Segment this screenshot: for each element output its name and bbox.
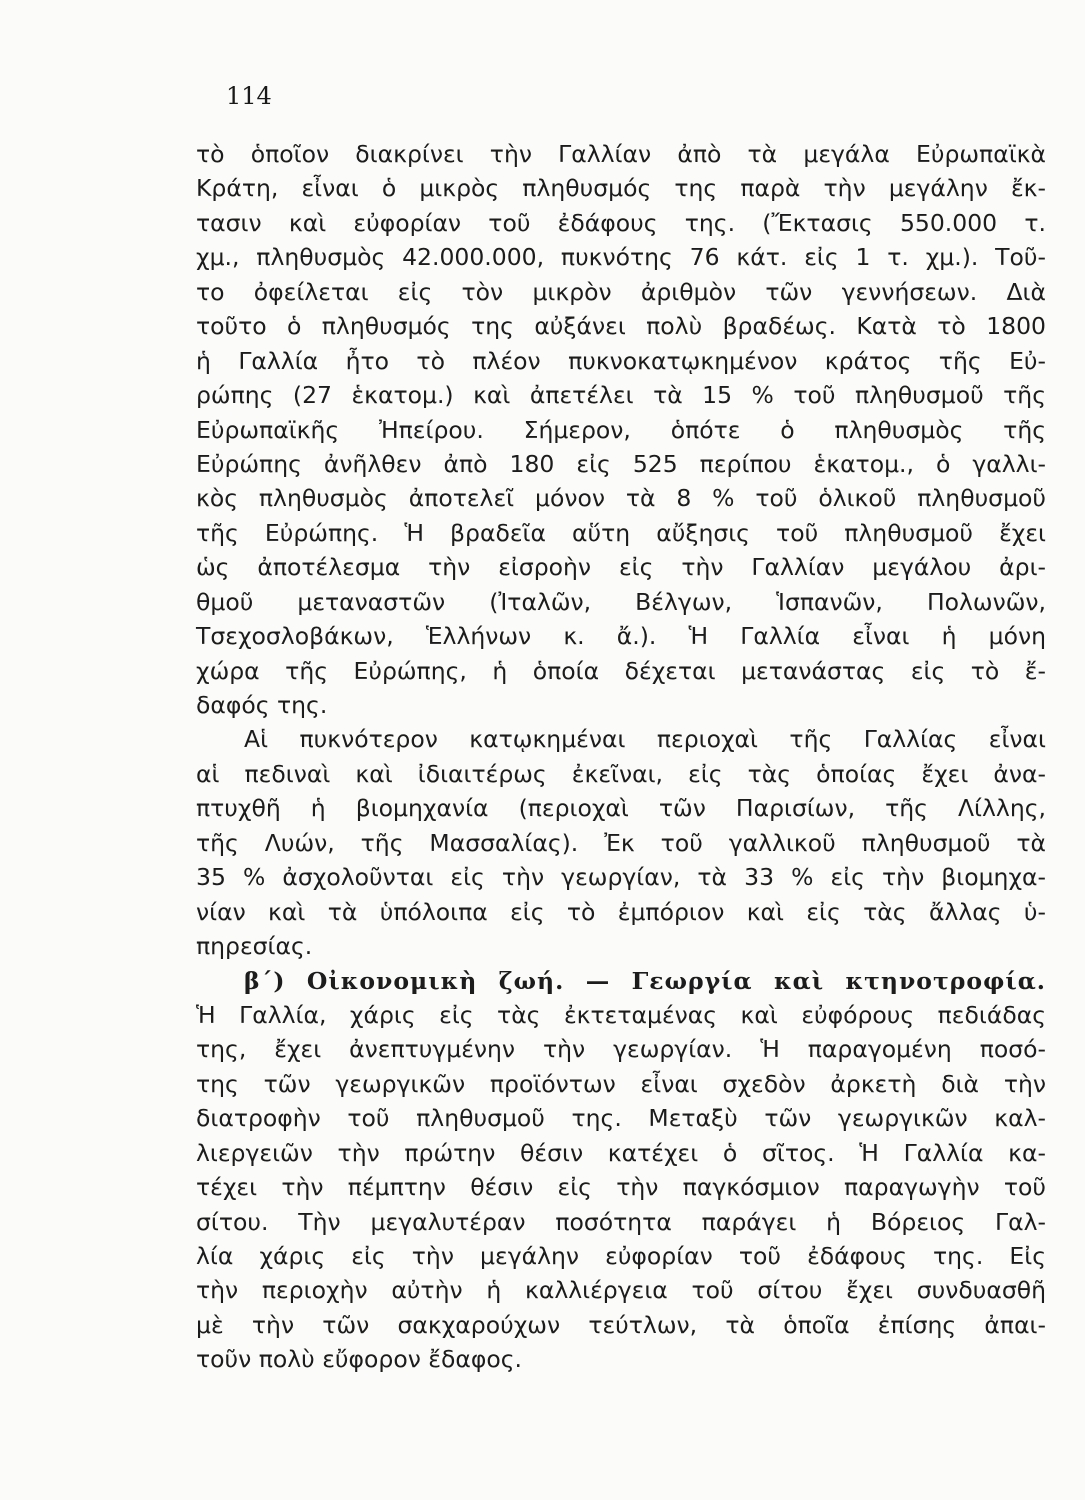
text-line: 35 % ἀσχολοῦνται εἰς τὴν γεωργίαν, τὰ 33 % εἰς τὴν βιομηχα- (196, 863, 1046, 892)
text-line: της, ἔχει ἀνεπτυγμένην τὴν γεωργίαν. Ἡ παραγομένη ποσό- (196, 1035, 1046, 1064)
text-line: πηρεσίας. (196, 932, 313, 961)
text-line: δαφός της. (196, 691, 328, 719)
text-line: αἱ πεδιναὶ καὶ ἰδιαιτέρως ἐκεῖναι, εἰς τὰς ὁποίας ἔχει ἀνα- (196, 759, 1046, 788)
text-line: ὡς ἀποτέλεσμα τὴν εἰσροὴν εἰς τὴν Γαλλίαν μεγάλου ἀρι- (196, 553, 1046, 582)
text-line: λιεργειῶν τὴν πρώτην θέσιν κατέχει ὁ σῖτος. Ἡ Γαλλία κα- (196, 1138, 1046, 1167)
text-line: Αἱ πυκνότερον κατῳκημέναι περιοχαὶ τῆς Γαλλίας εἶναι (244, 725, 1046, 754)
text-line: τὸ ὁποῖον διακρίνει τὴν Γαλλίαν ἀπὸ τὰ μεγάλα Εὐρωπαϊκὰ (196, 140, 1046, 168)
text-line: το ὀφείλεται εἰς τὸν μικρὸν ἀριθμὸν τῶν γεννήσεων. Διὰ (196, 277, 1046, 306)
text-line: σίτου. Τὴν μεγαλυτέραν ποσότητα παράγει ἡ Βόρειος Γαλ- (196, 1207, 1046, 1236)
text-line: τοῦν πολὺ εὔφορον ἔδαφος. (196, 1345, 523, 1374)
text-line: ἡ Γαλλία ἦτο τὸ πλέον πυκνοκατῳκημένον κράτος τῆς Εὐ- (196, 346, 1046, 375)
text-line: ρώπης (27 ἑκατομ.) καὶ ἀπετέλει τὰ 15 % τοῦ πληθυσμοῦ τῆς (196, 381, 1046, 410)
text-line: Τσεχοσλοβάκων, Ἑλλήνων κ. ἄ.). Ἡ Γαλλία εἶναι ἡ μόνη (196, 622, 1046, 651)
text-line: λία χάρις εἰς τὴν μεγάλην εὐφορίαν τοῦ ἐδάφους της. Εἰς (196, 1242, 1046, 1270)
text-line: διατροφὴν τοῦ πληθυσμοῦ της. Μεταξὺ τῶν γεωργικῶν καλ- (196, 1104, 1046, 1133)
text-line: μὲ τὴν τῶν σακχαρούχων τεύτλων, τὰ ὁποῖα ἐπίσης ἀπαι- (196, 1310, 1046, 1339)
text-line: κὸς πληθυσμὸς ἀποτελεῖ μόνον τὰ 8 % τοῦ ὁλικοῦ πληθυσμοῦ (196, 484, 1046, 513)
text-line: πτυχθῆ ἡ βιομηχανία (περιοχαὶ τῶν Παρισίων, τῆς Λίλλης, (196, 794, 1046, 823)
text-line: Κράτη, εἶναι ὁ μικρὸς πληθυσμός της παρὰ τὴν μεγάλην ἔκ- (196, 174, 1046, 203)
text-line: τὴν περιοχὴν αὐτὴν ἡ καλλιέργεια τοῦ σίτου ἔχει συνδυασθῆ (196, 1276, 1046, 1305)
text-line: Εὐρωπαϊκῆς Ἠπείρου. Σήμερον, ὁπότε ὁ πληθυσμὸς τῆς (196, 415, 1046, 444)
text-line: νίαν καὶ τὰ ὑπόλοιπα εἰς τὸ ἐμπόριον καὶ εἰς τὰς ἄλλας ὑ- (196, 897, 1046, 926)
text-line: Ἡ Γαλλία, χάρις εἰς τὰς ἐκτεταμένας καὶ εὐφόρους πεδιάδας (196, 1000, 1046, 1029)
text-line: τοῦτο ὁ πληθυσμός της αὐξάνει πολὺ βραδέως. Κατὰ τὸ 1800 (196, 312, 1046, 341)
body-text (196, 137, 1046, 1377)
text-line: Εὐρώπης ἀνῆλθεν ἀπὸ 180 εἰς 525 περίπου ἑκατομ., ὁ γαλλι- (196, 449, 1046, 478)
text-line: θμοῦ μεταναστῶν (Ἰταλῶν, Βέλγων, Ἱσπανῶν, Πολωνῶν, (196, 587, 1046, 616)
section-heading: β´) Οἰκονομικὴ ζωή. — Γεωργία καὶ κτηνοτροφία. (244, 966, 1046, 995)
text-line: χώρα τῆς Εὐρώπης, ἡ ὁποία δέχεται μετανάστας εἰς τὸ ἔ- (196, 656, 1046, 685)
text-line: τῆς Εὐρώπης. Ἡ βραδεῖα αὕτη αὔξησις τοῦ πληθυσμοῦ ἔχει (196, 518, 1046, 547)
text-line: τασιν καὶ εὐφορίαν τοῦ ἐδάφους της. (Ἔκτασις 550.000 τ. (196, 208, 1046, 237)
page-number: 114 (226, 82, 272, 110)
text-line: τέχει τὴν πέμπτην θέσιν εἰς τὴν παγκόσμιον παραγωγὴν τοῦ (196, 1173, 1046, 1202)
text-line: τῆς Λυών, τῆς Μασσαλίας). Ἐκ τοῦ γαλλικοῦ πληθυσμοῦ τὰ (196, 828, 1046, 857)
text-line: χμ., πληθυσμὸς 42.000.000, πυκνότης 76 κάτ. εἰς 1 τ. χμ.). Τοῦ- (196, 243, 1046, 272)
text-line: της τῶν γεωργικῶν προϊόντων εἶναι σχεδὸν ἀρκετὴ διὰ τὴν (196, 1069, 1046, 1098)
